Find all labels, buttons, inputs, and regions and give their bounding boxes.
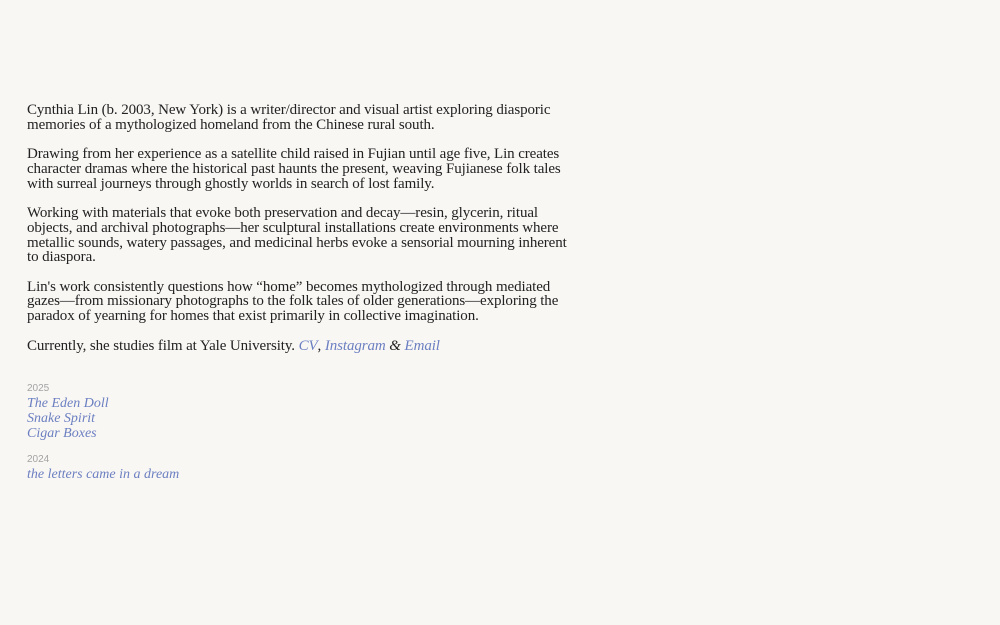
- currently-text: Currently, she studies film at Yale University.: [27, 337, 295, 354]
- cv-link[interactable]: CV: [298, 337, 318, 354]
- work-titles: [27, 396, 572, 441]
- link-separator: &: [389, 337, 401, 354]
- bio-paragraph: Lin's work consistently questions how “home” becomes mythologized through mediated gazes—from missionary photographs to the folk tales of older generations—exploring the paradox of yearning for homes that exist primarily in collective imagination.: [27, 278, 559, 325]
- year-label: 2025: [27, 383, 50, 395]
- bio-paragraph: Cynthia Lin (b. 2003, New York) is a writer/director and visual artist exploring diasporic memories of a mythologized homeland from the Chinese rural south.: [27, 102, 551, 133]
- year-label: 2024: [27, 454, 50, 466]
- work-link-the-eden-doll[interactable]: The Eden Doll: [27, 396, 109, 412]
- work-titles: [27, 467, 572, 482]
- email-link[interactable]: Email: [404, 337, 440, 354]
- bio-contact-line: [27, 339, 572, 354]
- bio-paragraph: Drawing from her experience as a satellite child raised in Fujian until age five, Lin creates character dramas where the historical past haunts the present, weaving Fujianese folk tales with surreal journeys through ghostly worlds in search of lost family.: [27, 146, 561, 192]
- works-list: [27, 383, 572, 482]
- work-link-the-letters-came-in-a-dream[interactable]: the letters came in a dream: [27, 467, 180, 483]
- year-group-2025: [27, 383, 572, 441]
- work-link-snake-spirit[interactable]: Snake Spirit: [27, 411, 96, 427]
- link-separator: ,: [317, 337, 322, 354]
- artist-bio: [27, 103, 572, 353]
- instagram-link[interactable]: Instagram: [324, 337, 386, 354]
- work-link-cigar-boxes[interactable]: Cigar Boxes: [27, 426, 97, 442]
- bio-paragraph: Working with materials that evoke both preservation and decay—resin, glycerin, ritual objects, and archival photographs—her sculptural installations create environments where metallic sounds, watery passages, and medicinal herbs evoke a sensorial mourning inherent to diaspora.: [27, 204, 567, 266]
- main-content: [27, 103, 572, 495]
- year-group-2024: [27, 454, 572, 482]
